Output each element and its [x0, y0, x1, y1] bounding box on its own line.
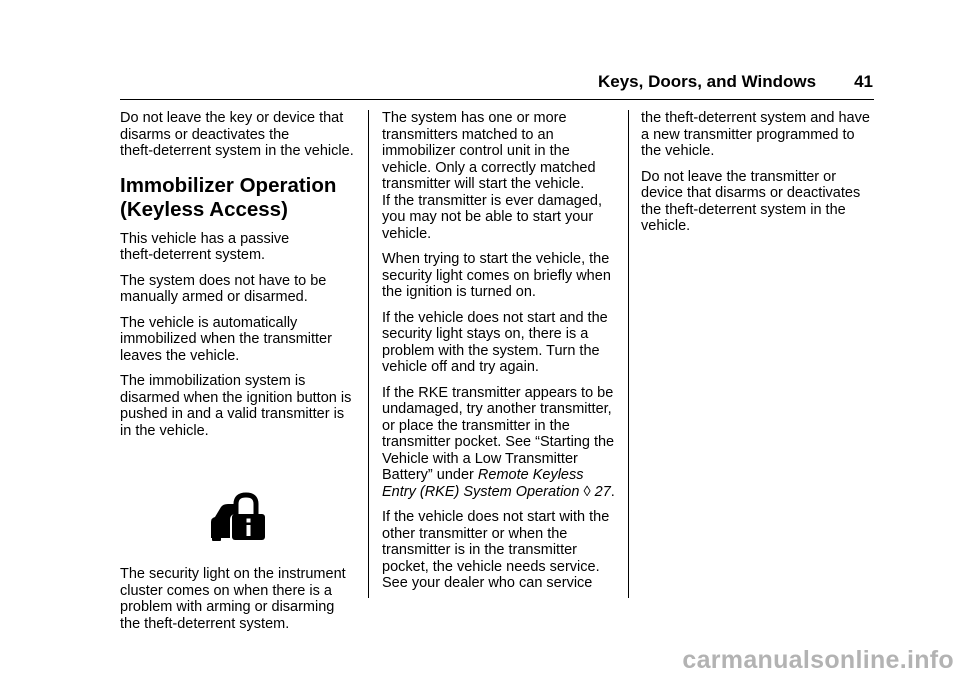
paragraph: The immobilization system is disarmed when the ignition button is pushed in and a valid transmitter is in the vehicle. — [120, 373, 352, 439]
section-title: Keys, Doors, and Windows — [598, 72, 817, 91]
paragraph: Do not leave the transmitter or device that disarms or deactivates the theft-deterrent system in the vehicle. — [641, 168, 861, 234]
paragraph: If the vehicle does not start and the security light stays on, there is a problem with the system. Turn the vehicle off and try again. — [382, 309, 608, 375]
column-divider — [628, 110, 629, 598]
paragraph: the theft-deterrent system and have a new transmitter programmed to the vehicle. — [641, 110, 870, 159]
watermark: carmanualsonline.info — [682, 646, 954, 674]
paragraph-text: If the RKE transmitter appears to be undamaged, try another transmitter, or place the transmitter in the transmitter pocket. See “Starting the Vehicle with a Low Transmitter Battery” under — [382, 384, 615, 483]
paragraph — [382, 385, 622, 501]
paragraph: The vehicle is automatically immobilized when the transmitter leaves the vehicle. — [120, 314, 332, 364]
paragraph: The system has one or more transmitters matched to an immobilizer control unit in the vehicle. Only a correctly matched transmitter will start the vehicle. If the transmitter is ever damaged, you may not be able to start your vehicle. — [382, 110, 603, 242]
cross-reference-link[interactable]: Remote Keyless Entry (RKE) System Operation — [382, 467, 584, 500]
paragraph: The security light on the instrument cluster comes on when there is a problem with arming or disarming the theft-deterrent system. — [120, 566, 346, 632]
section-heading: Immobilizer Operation (Keyless Access) — [120, 173, 337, 221]
column-3 — [641, 110, 881, 244]
tire-left — [212, 535, 221, 541]
page-ref-arrow-icon: ◊ — [583, 483, 591, 500]
punctuation: . — [610, 483, 615, 500]
info-dot — [247, 519, 251, 523]
info-bar — [247, 525, 251, 536]
lock-shackle — [236, 495, 256, 516]
header-rule — [120, 99, 874, 100]
paragraph: Do not leave the key or device that disarms or deactivates the theft-deterrent system in the vehicle. — [120, 110, 354, 159]
column-divider — [368, 110, 369, 598]
paragraph: When trying to start the vehicle, the security light comes on briefly when the ignition is turned on. — [382, 251, 611, 300]
paragraph: The system does not have to be manually armed or disarmed. — [120, 272, 327, 305]
column-2 — [382, 110, 622, 601]
column-1 — [120, 110, 360, 641]
page-number: 41 — [854, 72, 873, 91]
security-light-icon — [208, 492, 268, 542]
security-light-figure — [120, 448, 360, 566]
page-reference: 27 — [594, 483, 611, 500]
page-header — [598, 72, 873, 94]
paragraph: If the vehicle does not start with the other transmitter or when the transmitter is in the transmitter pocket, the vehicle needs service. See your dealer who can service — [382, 509, 610, 591]
paragraph: This vehicle has a passive theft-deterrent system. — [120, 230, 290, 263]
